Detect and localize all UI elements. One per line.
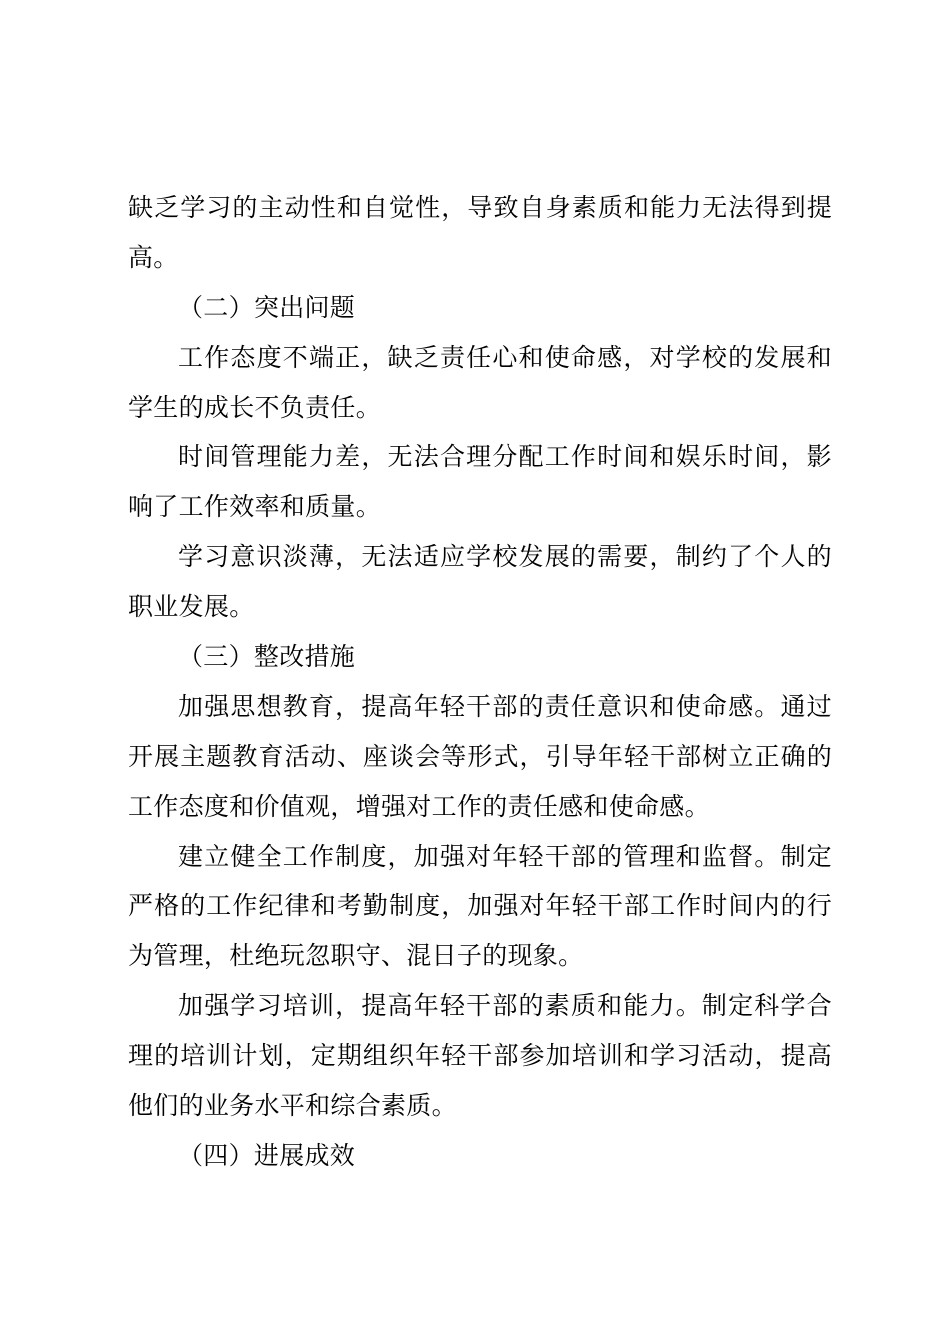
paragraph-line: 严格的工作纪律和考勤制度，加强对年轻干部工作时间内的行 bbox=[128, 891, 832, 921]
section-heading-3: （三）整改措施 bbox=[178, 642, 356, 672]
section-heading-2: （二）突出问题 bbox=[178, 292, 356, 322]
paragraph-line: 开展主题教育活动、座谈会等形式，引导年轻干部树立正确的 bbox=[128, 741, 832, 771]
paragraph-line: 为管理，杜绝玩忽职守、混日子的现象。 bbox=[128, 941, 584, 971]
paragraph-line: 加强学习培训，提高年轻干部的素质和能力。制定科学合 bbox=[178, 991, 832, 1021]
paragraph-line: 职业发展。 bbox=[128, 592, 255, 622]
document-body bbox=[128, 183, 832, 1181]
paragraph-line: 学习意识淡薄，无法适应学校发展的需要，制约了个人的 bbox=[178, 542, 832, 572]
paragraph-line: 时间管理能力差，无法合理分配工作时间和娱乐时间，影 bbox=[178, 442, 832, 472]
paragraph-line: 理的培训计划，定期组织年轻干部参加培训和学习活动，提高 bbox=[128, 1041, 832, 1071]
section-heading-4: （四）进展成效 bbox=[178, 1140, 356, 1170]
paragraph-line: 缺乏学习的主动性和自觉性，导致自身素质和能力无法得到提 bbox=[128, 193, 832, 222]
paragraph-line: 工作态度和价值观，增强对工作的责任感和使命感。 bbox=[128, 791, 710, 821]
paragraph-line: 工作态度不端正，缺乏责任心和使命感，对学校的发展和 bbox=[178, 342, 832, 372]
paragraph-line: 他们的业务水平和综合素质。 bbox=[128, 1091, 457, 1121]
paragraph-line: 响了工作效率和质量。 bbox=[128, 492, 382, 522]
paragraph-line: 建立健全工作制度，加强对年轻干部的管理和监督。制定 bbox=[178, 841, 832, 871]
paragraph-line: 学生的成长不负责任。 bbox=[128, 392, 382, 422]
paragraph-line: 高。 bbox=[128, 242, 179, 272]
paragraph-line: 加强思想教育，提高年轻干部的责任意识和使命感。通过 bbox=[178, 691, 832, 721]
